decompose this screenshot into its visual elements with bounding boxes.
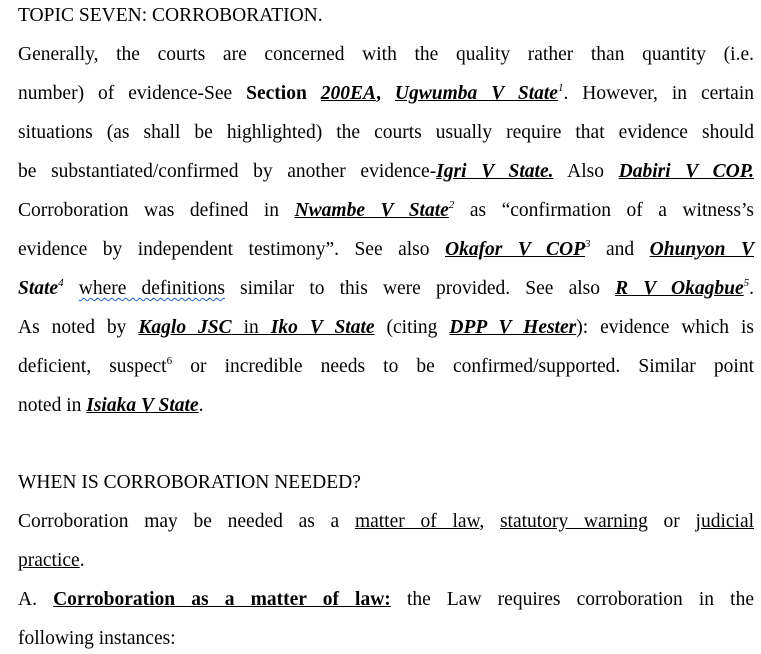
paragraph-line: number) of evidence-See Section 200EA, Ugwumba V State$^1$. However, in certain [18, 82, 754, 104]
paragraph-line: As noted by Kaglo JSC in Iko V State (citing DPP V Hester): evidence which is [18, 317, 754, 338]
underlined-term: practice [18, 550, 80, 571]
case-citation: Igri V State. [436, 161, 554, 182]
footnote-marker: 4 [58, 277, 64, 289]
section-heading: WHEN IS CORROBORATION NEEDED? [18, 472, 361, 493]
subsection-heading: Corroboration as a matter of law: [53, 589, 391, 610]
case-citation: Okafor V COP [444, 239, 586, 260]
paragraph-line: deficient, suspect$^6$ or incredible needs to be confirmed/supported. Similar point [18, 355, 754, 377]
footnote-marker: 2 [448, 199, 455, 211]
paragraph-line: A. Corroboration as a matter of law: the Law requires corroboration in the [18, 589, 754, 610]
paragraph-line: Corroboration may be needed as a matter of law, statutory warning or judicial [18, 511, 755, 532]
case-citation: Iko V State [270, 317, 375, 338]
paragraph-line: practice. [18, 550, 85, 571]
footnote-marker: 6 [166, 355, 173, 367]
section-reference: 200EA [320, 83, 377, 104]
underlined-term: judicial [695, 511, 755, 532]
topic-heading: TOPIC SEVEN: CORROBORATION. [18, 5, 323, 26]
case-citation: DPP V Hester [449, 317, 577, 338]
grammar-flagged-text: where definitions [78, 278, 225, 299]
footnote-marker: 3 [585, 238, 591, 250]
footnote-marker: 5 [743, 277, 750, 289]
underlined-term: matter of law [354, 511, 480, 532]
footnote-marker: 1 [557, 82, 564, 94]
paragraph-line: State$^4$ where definitions similar to this were provided. See also R V Okagbue$^5$. [18, 277, 755, 299]
paragraph-line: be substantiated/confirmed by another evidence-Igri V State. Also Dabiri V COP. [18, 161, 754, 182]
case-citation: Ohunyon V [649, 239, 754, 260]
case-citation: State [18, 278, 59, 299]
paragraph-line: Generally, the courts are concerned with the quality rather than quantity (i.e. [18, 44, 754, 65]
case-citation: Dabiri V COP. [618, 161, 754, 182]
judge-name: Kaglo JSC [138, 317, 232, 338]
case-citation: R V Okagbue [615, 278, 744, 299]
case-citation: Ugwumba V State [394, 83, 558, 104]
paragraph-line: evidence by independent testimony”. See also Okafor V COP$^3$ and Ohunyon V [18, 238, 754, 260]
paragraph-line: Corroboration was defined in Nwambe V State$^2$ as “confirmation of a witness’s [18, 199, 754, 221]
paragraph-line: situations (as shall be highlighted) the courts usually require that evidence should [18, 122, 754, 143]
paragraph-line: following instances: [18, 628, 176, 649]
case-citation: Nwambe V State [294, 200, 449, 221]
paragraph-line: noted in Isiaka V State. [18, 395, 204, 416]
case-citation: Isiaka V State [86, 395, 199, 416]
underlined-term: statutory warning [499, 511, 648, 532]
